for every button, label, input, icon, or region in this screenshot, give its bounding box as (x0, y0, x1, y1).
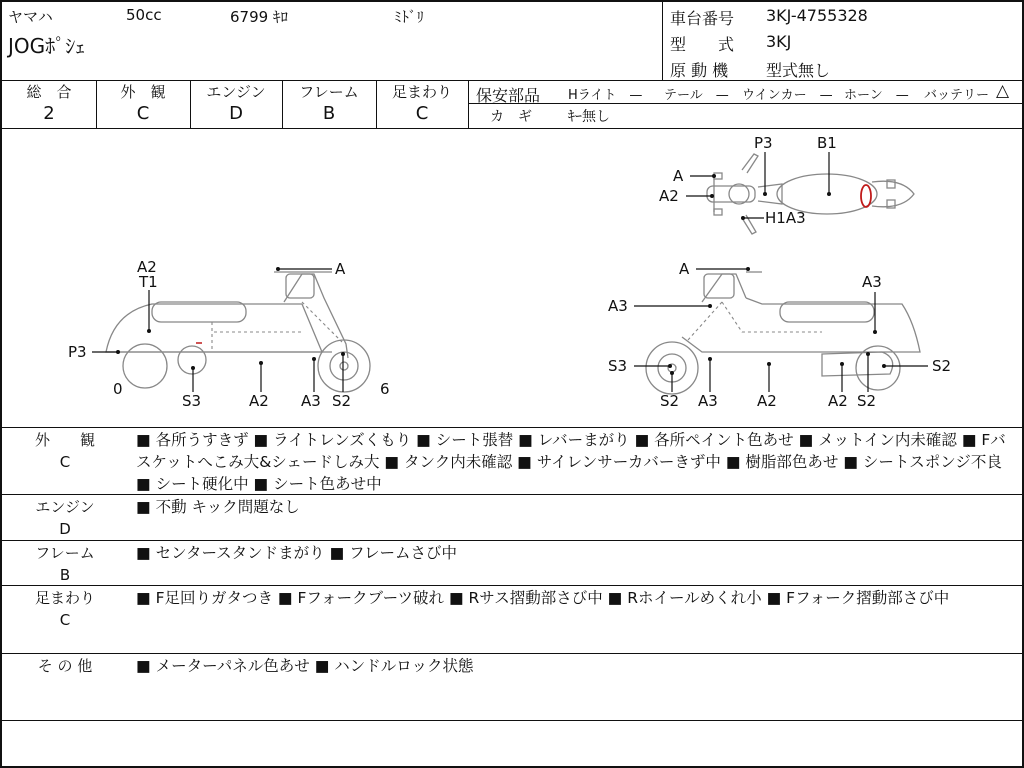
label-s2-front: S2 (660, 392, 680, 410)
section-grade: B (59, 566, 71, 584)
divider (2, 585, 1022, 586)
label-s2: S2 (332, 392, 352, 410)
label-a2: A2 (659, 187, 679, 205)
grade-value: B (322, 103, 336, 124)
color: ﾐﾄﾞﾘ (394, 8, 425, 26)
chassis-label: 車台番号 (670, 9, 735, 28)
section-label: フレーム (35, 544, 95, 562)
grade-value: D (229, 103, 243, 124)
label-odo-6: 6 (380, 380, 390, 398)
damage-mark-red (861, 185, 871, 207)
label-t1: T1 (139, 273, 158, 291)
chassis-number: 3KJ-4755328 (766, 6, 868, 25)
safety-label: 保安部品 (476, 86, 541, 105)
header-divider (662, 2, 663, 80)
divider (2, 427, 1022, 428)
divider (2, 540, 1022, 541)
damage-diagram (2, 129, 1022, 427)
grade-overall (2, 82, 96, 126)
scooter-top-view (707, 154, 914, 234)
divider (2, 720, 1022, 721)
section-grade: D (59, 520, 71, 538)
displacement: 50cc (126, 6, 162, 24)
label-b1: B1 (817, 134, 837, 152)
label-a2-bottom: A2 (249, 392, 269, 410)
section-label: そ の 他 (37, 657, 93, 675)
label-a: A (673, 167, 684, 185)
label-s2-rear: S2 (857, 392, 877, 410)
label-h1a3: H1A3 (765, 209, 806, 227)
section-engine-notes: ■ 不動 キック問題なし (136, 498, 300, 516)
divider (2, 80, 1022, 81)
engine-label: 原 動 機 (670, 61, 729, 80)
safety-horn: ホーン — (844, 88, 909, 103)
battery-triangle-icon: △ (996, 81, 1010, 101)
grade-value: C (136, 103, 150, 124)
section-grade: C (59, 453, 71, 471)
section-label: 外 観 (34, 431, 95, 449)
label-a: A (679, 260, 690, 278)
safety-headlight: Hライト — (568, 88, 643, 103)
section-grade: C (59, 611, 71, 629)
grade-suspension (376, 82, 468, 126)
label-p3: P3 (754, 134, 773, 152)
safety-battery: バッテリー (924, 88, 990, 103)
grade-value: C (415, 103, 429, 124)
engine-type: 型式無し (766, 61, 831, 80)
type-value: 3KJ (766, 32, 792, 51)
grade-title: 外 観 (120, 83, 166, 101)
grade-title: フレーム (299, 83, 359, 101)
maker: ヤマハ (8, 8, 53, 26)
section-exterior-notes: ■ 各所うすきず ■ ライトレンズくもり ■ シート張替 ■ レバーまがり ■ 各所ペイント色あせ ■ メットイン内未確認 ■ Fバスケットへこみ大&シェードしみ大 ■ タンク内未確認 ■ サイレンサーカバーきず中 ■ 樹脂部色あせ ■ シートスポンジ不良 ■ シート硬化中 ■ シート色あせ中 (136, 431, 1006, 493)
grade-value: 2 (43, 103, 55, 124)
mileage: 6799 ｷﾛ (230, 8, 288, 26)
label-a2-rear: A2 (828, 392, 848, 410)
section-exterior-title (10, 429, 120, 473)
section-engine-title (10, 496, 120, 540)
right-view-labels (608, 260, 951, 410)
label-a3-bottom: A3 (698, 392, 718, 410)
label-a3-left: A3 (608, 297, 628, 315)
key-value: ｷｰ無し (568, 109, 610, 125)
safety-tail: テール — (664, 88, 729, 103)
section-frame-notes: ■ センタースタンドまがり ■ フレームさび中 (136, 544, 458, 562)
grade-frame (282, 82, 376, 126)
label-s3: S3 (608, 357, 628, 375)
section-suspension-title (10, 587, 120, 631)
section-other-title (10, 655, 120, 677)
section-label: エンジン (35, 498, 95, 516)
grade-title: 総 合 (26, 83, 72, 101)
section-other-notes: ■ メーターパネル色あせ ■ ハンドルロック状態 (136, 657, 474, 675)
label-a3: A3 (301, 392, 321, 410)
grade-title: 足まわり (391, 83, 452, 101)
safety-winker: ウインカー — (742, 88, 833, 103)
grade-exterior (96, 82, 190, 126)
label-s3: S3 (182, 392, 202, 410)
label-a: A (335, 260, 346, 278)
divider (2, 494, 1022, 495)
key-label: カ ギ (490, 109, 532, 125)
divider (468, 80, 469, 128)
divider (468, 103, 1022, 104)
grade-engine (190, 82, 282, 126)
label-s2-side: S2 (932, 357, 952, 375)
label-a2: A2 (137, 258, 157, 276)
model-name: JOGﾎﾟｼｪ (8, 34, 86, 58)
label-p3: P3 (68, 343, 87, 361)
section-frame-title (10, 542, 120, 586)
section-label: 足まわり (34, 589, 95, 607)
grade-title: エンジン (206, 83, 266, 101)
label-a3-top: A3 (862, 273, 882, 291)
type-label: 型 式 (670, 35, 735, 54)
divider (2, 653, 1022, 654)
label-odo-0: 0 (113, 380, 123, 398)
label-a2-bottom: A2 (757, 392, 777, 410)
section-suspension-notes: ■ F足回りガタつき ■ Fフォークブーツ破れ ■ Rサス摺動部さび中 ■ Rホイールめくれ小 ■ Fフォーク摺動部さび中 (136, 589, 950, 607)
